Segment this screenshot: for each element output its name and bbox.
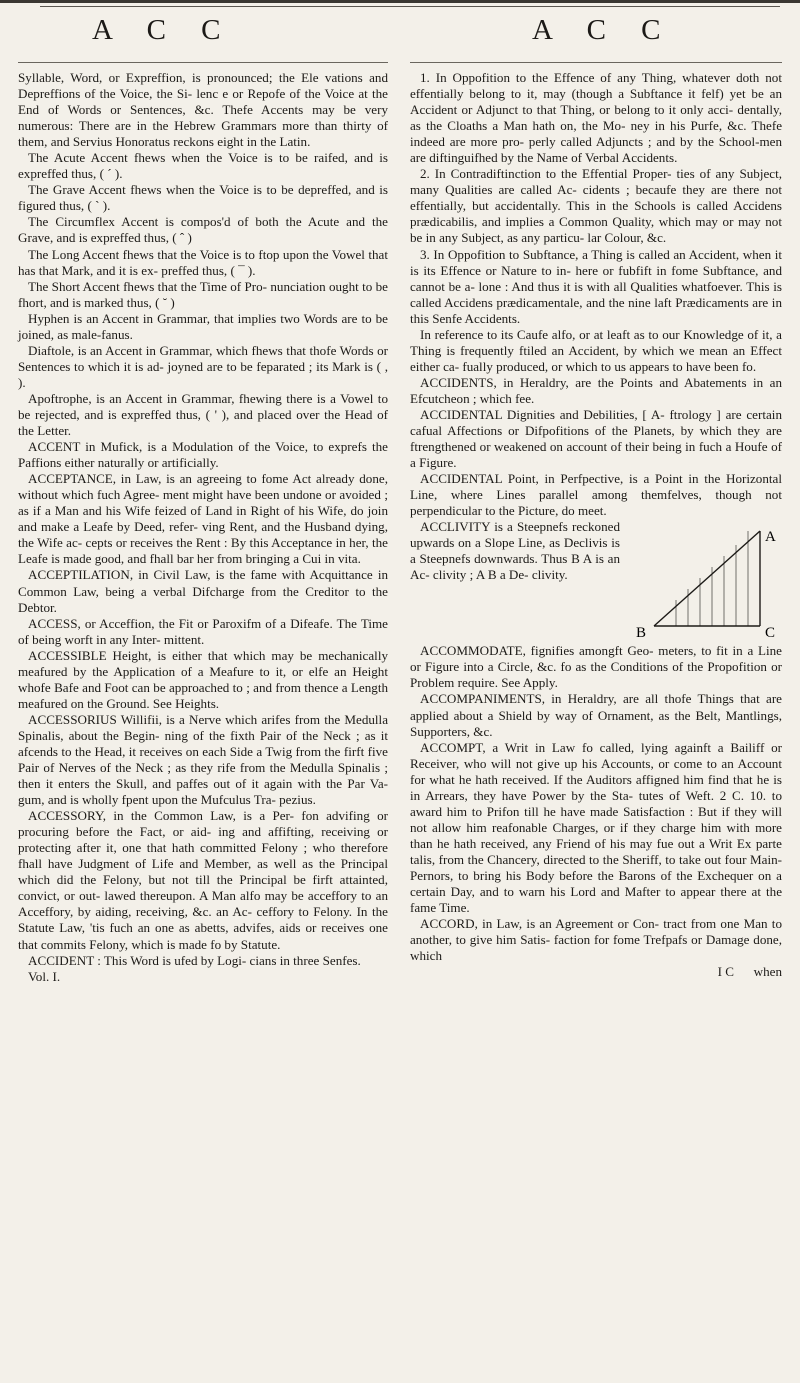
entry-grave-accent: The Grave Accent fhews when the Voice is to be depreffed, and is figured thus, ( ` ). (18, 182, 388, 214)
entry-accident-sense-3: 3. In Oppofition to Subftance, a Thing is called an Accident, when it is its Effence or Nature to in- here or fubfift in fome Subftance, and cannot be a- lone : And thus it is with all Qualities whatfoever. This is called Accidens prædicamentale, and the nine laft Prædicaments are in this Senfe Accidents. (410, 246, 782, 326)
acclivity-figure (632, 521, 782, 641)
header-rule-left (18, 62, 388, 63)
catchword: I C when (717, 964, 782, 980)
entry-access: ACCESS, or Acceffion, the Fit or Paroxifm of a Difeafe. The Time of being worft in any Inter- mittent. (18, 615, 388, 647)
entry-accident: ACCIDENT : This Word is ufed by Logi- cians in three Senfes. (28, 952, 361, 968)
entry-short-accent: The Short Accent fhews that the Time of Pro- nunciation ought to be fhort, and is marked thus, ( ˘ ) (18, 278, 388, 310)
entry-accident-sense-1: 1. In Oppofition to the Effence of any Thing, whatever doth not effentially belong to it, may (though a Subftance it felf) yet be an Accident or Adjunct to that Thing, or belong to it only acci- dentally, as the Cloaths a Man hath on, the Mo- ney in his Purfe, &c. Thefe indeed are more pro- perly called Adjuncts ; and by the School-men are diftinguifhed by the Name of Verbal Accidents. (410, 70, 782, 166)
left-column (18, 70, 388, 985)
header-rule-right (410, 62, 782, 63)
slope-line (654, 531, 760, 626)
entry-accidental-dignities: ACCIDENTAL Dignities and Debilities, [ A- ftrology ] are certain cafual Affections or Difpofitions of the Planets, by which they are ftrengthened or weakened on account of their being in fuch a Houfe of a Figure. (410, 406, 782, 471)
figure-label-b: B (636, 625, 647, 642)
acclivity-block (410, 519, 782, 643)
volume-mark: Vol. I. (28, 968, 61, 984)
figure-label-a: A (765, 529, 776, 546)
entry-accessible-height: ACCESSIBLE Height, is either that which may be mechanically meafured by the Application of a Meafure to it, or elfe an Height whofe Bafe and Foot can be approached to ; and from thence a Length meafured on the Ground. See Heights. (18, 647, 388, 711)
running-head-right: A C C (532, 14, 675, 46)
entry-acceptance: ACCEPTANCE, in Law, is an agreeing to fome Act already done, without which fuch Agree- ment might have been undone or avoided ; as if a Man and his Wife feized of Land in Right of his Wife, do join and make a Leafe by Deed, refer- ving Rent, and the Husband dying, the Wife ac- cepts or receives the Rent : By this Acceptance in her, the Leafe is made good, and fhall bar her from bringing a Cui in vita. (18, 471, 388, 567)
top-border (0, 0, 800, 3)
entry-accidental-point: ACCIDENTAL Point, in Perfpective, is a Point in the Horizontal Line, where Lines parallel among themfelves, though not perpendicular to the Picture, do meet. (410, 471, 782, 519)
entry-acceptilation: ACCEPTILATION, in Civil Law, is the fame with Acquittance in Common Law, being a verbal Difcharge from the Creditor to the Debtor. (18, 567, 388, 615)
entry-accord: ACCORD, in Law, is an Agreement or Con- tract from one Man to another, to give him Satis- faction for fome Trefpafs or Damage done, which (410, 916, 782, 964)
entry-circumflex-accent: The Circumflex Accent is compos'd of both the Acute and the Grave, and is expreffed thus, ( ˆ ) (18, 214, 388, 246)
entry-long-accent: The Long Accent fhews that the Voice is to ftop upon the Vowel that has that Mark, and it is ex- preffed thus, ( ¯ ). (18, 246, 388, 278)
entry-accidents-heraldry: ACCIDENTS, in Heraldry, are the Points and Abatements in an Efcutcheon ; which fee. (410, 374, 782, 406)
entry-acute-accent: The Acute Accent fhews when the Voice is to be raifed, and is expreffed thus, ( ´ ). (18, 150, 388, 182)
top-thin-rule (40, 6, 780, 7)
entry-accident-sense-2: 2. In Contradiftinction to the Effential Proper- ties of any Subject, many Qualities are called Ac- cidents ; becaufe they are there not effentially, but accidentally. This in the Schools is called Accidens prædicabilis, and implies a Common Quality, which may or may not be in any Subject, as any particu- lar Colour, &c. (410, 166, 782, 246)
entry-accessory: ACCESSORY, in the Common Law, is a Per- fon advifing or procuring before the Fact, or aid- ing and affifting, receiving or protecting after it, one that hath committed Felony ; who therefore fhall have Judgment of Life and Member, as well as the Principal which did the Felony, but not till the Principal be firft attainted, convict, or out- lawed thereupon. A Man alfo may be acceffory to an Acceffory, by aiding, receiving, &c. an Ac- ceffory to Felony. In the Statute Law, 'tis fuch an one as abetts, advifes, aids or receives one that commits Felony, which is made fo by Statute. (18, 808, 388, 952)
entry-accompt: ACCOMPT, a Writ in Law fo called, lying againft a Bailiff or Receiver, who will not give up his Accounts, or come to an Account for what he hath received. If the Auditors affigned him find that he is in Arrears, they have Power by the Sta- tutes of Weft. 2 C. 10. to award him to Prifon till he have made Satisfaction : But if they will not allow him reafonable Charges, or if they charge him with more than he hath received, any Friend of his may fue out a Writ Ex parte talis, from the Chancery, directed to the Sheriff, to take out four Main-Pernors, to bring his Body before the Barons of the Exchequer on a certain Day, and to warn his Lord and Mafter to appear there at the fame Time. (410, 739, 782, 916)
entry-accent-intro: Syllable, Word, or Expreffion, is pronounced; the Ele vations and Depreffions of the Voice, the Si- lenc e or Repofe of the Voice at the End of Words or Sentences, &c. Thefe Accents may be very numerous: There are in the Hebrew Grammars more than thirty of them, and Servius Honoratus reckons eight in the Latin. (18, 70, 388, 150)
figure-label-c: C (765, 625, 776, 642)
entry-accessorius: ACCESSORIUS Willifii, is a Nerve which arifes from the Medulla Spinalis, about the Begin- ning of the fixth Pair of the Neck ; as it afcends to the Head, it receives on each Side a Twig from the firft five Pair of Nerves of the Neck ; as they rife from the Medulla Spinalis ; then it enters the Skull, and paffes out of it again with the Par Va- gum, and is wholly fpent upon the Mufculus Tra- pezius. (18, 711, 388, 808)
entry-accident-cause: In reference to its Caufe alfo, or at leaft as to our Knowledge of it, a Thing is frequently ftiled an Accident, by which we mean an Effect either ca- fually produced, or which to us appears to have been fo. (410, 326, 782, 374)
right-column (410, 70, 782, 980)
entry-accommodate: ACCOMMODATE, fignifies amongft Geo- meters, to fit in a Line or Figure into a Circle, &c. fo as the Conditions of the Propofition or Problem require. See Apply. (410, 643, 782, 691)
entry-accent-music: ACCENT in Mufick, is a Modulation of the Voice, to exprefs the Paffions either naturally or artificially. (18, 439, 388, 471)
entry-diastole: Diaftole, is an Accent in Grammar, which fhews that thofe Words or Sentences to which it is ad- joyned are to be feparated ; its Mark is ( , ). (18, 342, 388, 390)
entry-acclivity: ACCLIVITY is a Steepnefs reckoned upwards on a Slope Line, as Declivis is a Steepnefs downwards. Thus B A is an Ac- clivity ; A B a De- clivity. (410, 519, 620, 583)
entry-apostrophe: Apoftrophe, is an Accent in Grammar, fhewing there is a Vowel to be rejected, and is expreffed thus, ( ' ), and placed over the Head of the Letter. (18, 390, 388, 439)
entry-accompaniments: ACCOMPANIMENTS, in Heraldry, are all thofe Things that are applied about a Shield by way of Ornament, as the Belt, Mantlings, Supporters, &c. (410, 691, 782, 739)
entry-hyphen: Hyphen is an Accent in Grammar, that implies two Words are to be joined, as male-fanus. (18, 310, 388, 342)
running-head-left: A C C (92, 14, 235, 46)
